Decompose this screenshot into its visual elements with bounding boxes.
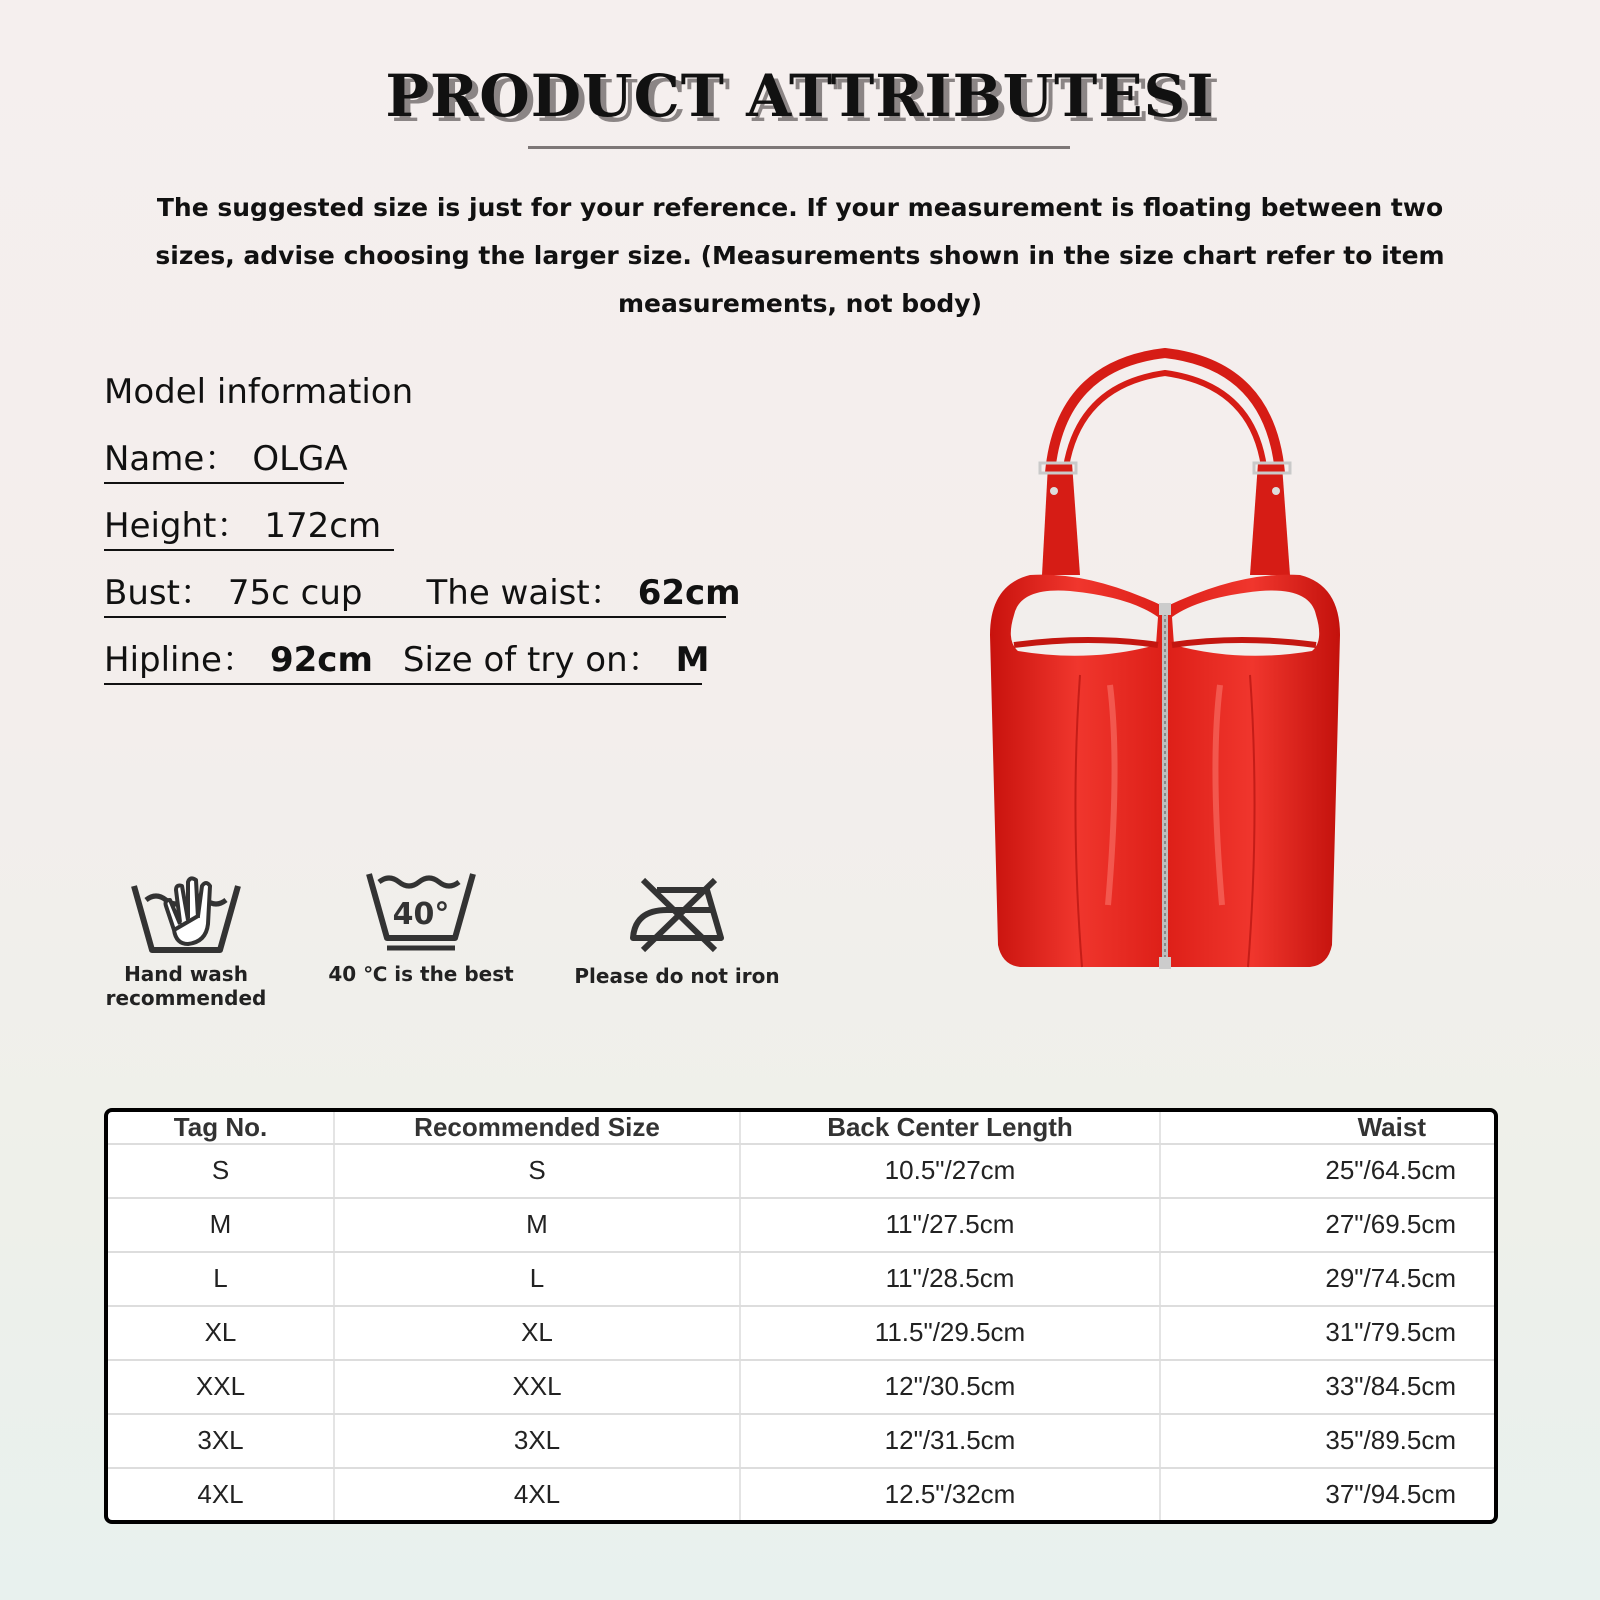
cell-back-center-length: 11"/28.5cm [740, 1252, 1160, 1306]
cell-back-center-length: 11"/27.5cm [740, 1198, 1160, 1252]
model-tryon-value: M [675, 640, 710, 680]
cell-recommended-size: 4XL [334, 1468, 740, 1520]
table-row [108, 1306, 1494, 1360]
cell-recommended-size: 3XL [334, 1414, 740, 1468]
cell-back-center-length: 10.5"/27cm [740, 1144, 1160, 1198]
hand-wash-icon [130, 860, 242, 954]
header-back-center-length: Back Center Length [740, 1112, 1160, 1144]
cell-tag-no: M [108, 1198, 334, 1252]
model-name-row [104, 436, 348, 484]
cell-back-center-length: 11.5"/29.5cm [740, 1306, 1160, 1360]
model-waist-label: The waist： [426, 573, 624, 613]
cell-tag-no: XL [108, 1306, 334, 1360]
table-row [108, 1144, 1494, 1198]
cell-recommended-size: L [334, 1252, 740, 1306]
cell-recommended-size: M [334, 1198, 740, 1252]
page-title: PRODUCT ATTRIBUTESI [385, 62, 1215, 130]
table-row [108, 1360, 1494, 1414]
cell-back-center-length: 12"/31.5cm [740, 1414, 1160, 1468]
cell-waist: 25"/64.5cm [1160, 1144, 1494, 1198]
table-row [108, 1198, 1494, 1252]
cell-waist: 29"/74.5cm [1160, 1252, 1494, 1306]
wash-40-degree-icon [365, 860, 477, 954]
size-chart-table [104, 1108, 1498, 1524]
size-advice-text: The suggested size is just for your reference. If your measurement is floating between two sizes, advise choosing the larger size. (Measurements shown in the size chart refer to item measurements, not body) [155, 193, 1445, 318]
model-height-value: 172cm [264, 506, 382, 546]
cell-waist: 37"/94.5cm [1325, 1478, 1456, 1509]
wash-temp-label: 40 ℃ is the best [328, 962, 514, 986]
header-tag-no: Tag No. [108, 1112, 334, 1144]
care-wash-temperature [328, 860, 514, 986]
model-bust-label: Bust： [104, 573, 214, 613]
model-bust-value: 75c cup [227, 573, 363, 613]
model-hip-label: Hipline： [104, 640, 256, 680]
cell-waist: 35"/89.5cm [1160, 1414, 1494, 1468]
cell-waist: 27"/69.5cm [1160, 1198, 1494, 1252]
wash-temp-icon-text: 40° [392, 897, 450, 932]
cell-waist: 33"/84.5cm [1160, 1360, 1494, 1414]
cell-tag-no: XXL [108, 1360, 334, 1414]
model-hip-tryon-row [104, 637, 710, 685]
cell-recommended-size: XL [334, 1306, 740, 1360]
cell-tag-no: 4XL [108, 1468, 334, 1520]
table-row [108, 1252, 1494, 1306]
model-name-value: OLGA [252, 439, 348, 479]
table-row [108, 1468, 1494, 1520]
cell-recommended-size: S [334, 1144, 740, 1198]
hand-wash-label-1: Hand wash [124, 962, 248, 986]
care-no-iron [566, 876, 788, 988]
cell-waist: 31"/79.5cm [1160, 1306, 1494, 1360]
title-underline [528, 146, 1070, 149]
model-height-row [104, 503, 394, 551]
size-chart-header-row [108, 1112, 1494, 1144]
model-hip-value: 92cm [269, 640, 373, 680]
cell-tag-no: S [108, 1144, 334, 1198]
care-hand-wash [96, 860, 276, 1010]
cell-tag-no: 3XL [108, 1414, 334, 1468]
header-waist: Waist [1160, 1112, 1494, 1144]
cell-back-center-length: 12"/30.5cm [740, 1360, 1160, 1414]
cell-tag-no: L [108, 1252, 334, 1306]
cell-recommended-size: XXL [334, 1360, 740, 1414]
model-waist-value: 62cm [637, 573, 741, 613]
no-iron-label: Please do not iron [574, 964, 780, 988]
do-not-iron-icon [627, 876, 727, 956]
cell-back-center-length: 12.5"/32cm [740, 1468, 1160, 1520]
table-row [108, 1414, 1494, 1468]
model-bust-waist-row [104, 570, 741, 618]
product-image [990, 345, 1340, 995]
model-info-heading: Model information [104, 372, 414, 412]
model-height-label: Height： [104, 506, 251, 546]
hand-wash-label-2: recommended [105, 986, 267, 1010]
header-recommended-size: Recommended Size [334, 1112, 740, 1144]
model-name-label: Name： [104, 439, 239, 479]
model-tryon-label: Size of try on： [402, 640, 662, 680]
